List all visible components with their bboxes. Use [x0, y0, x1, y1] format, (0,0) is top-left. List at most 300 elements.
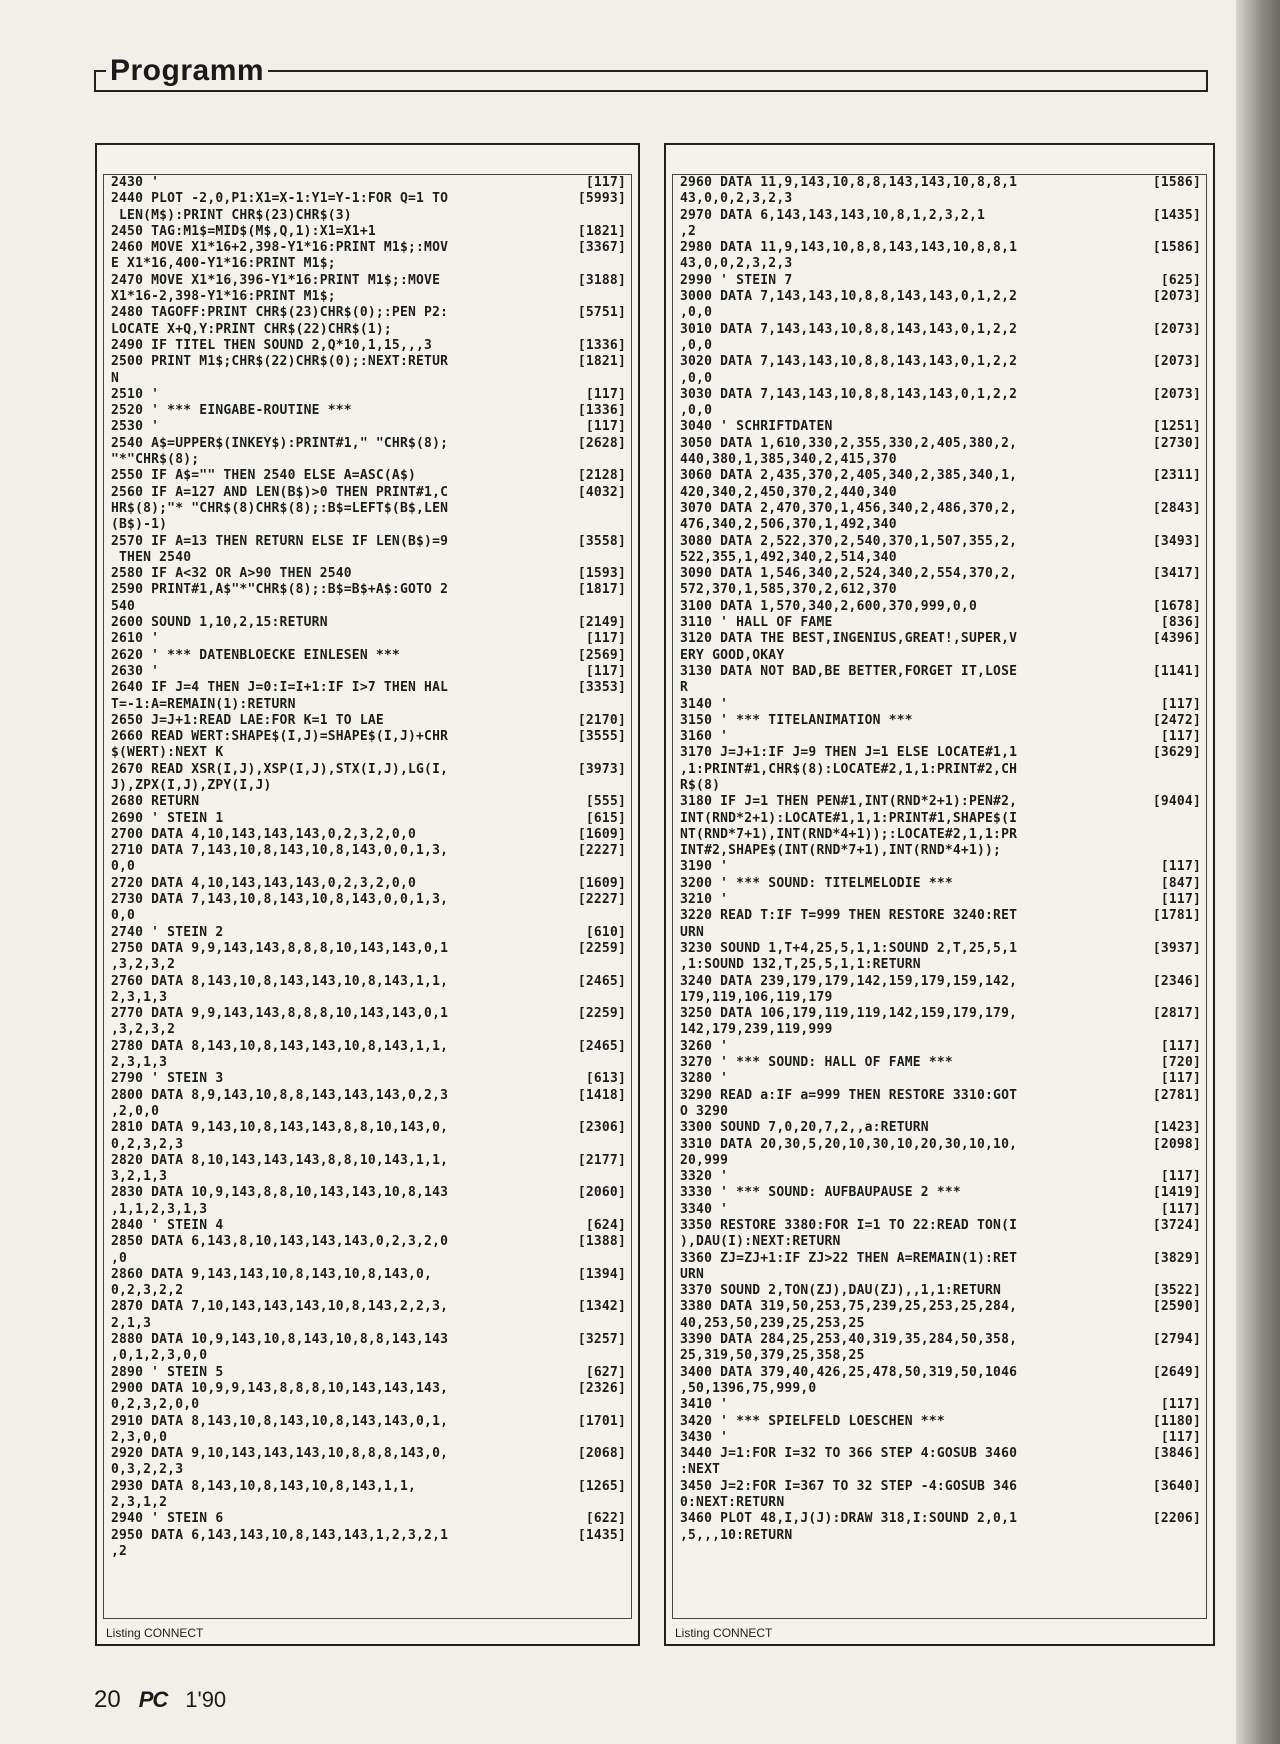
code-text: HR$(8);"* "CHR$(8)CHR$(8);:B$=LEFT$(B$,LEN	[111, 500, 449, 516]
checksum: [3188]	[577, 272, 626, 288]
code-text: 2680 RETURN	[111, 794, 200, 810]
code-line	[111, 631, 630, 647]
checksum: [2259]	[577, 1006, 626, 1022]
checksum: [2843]	[1152, 500, 1201, 516]
code-line	[680, 256, 1205, 272]
code-line	[111, 501, 630, 517]
code-text: 2880 DATA 10,9,143,10,8,143,10,8,8,143,143	[111, 1332, 449, 1348]
code-line	[680, 485, 1205, 501]
code-line	[680, 1039, 1205, 1055]
code-text: 3420 ' *** SPIELFELD LOESCHEN ***	[680, 1413, 945, 1429]
code-line	[111, 1267, 630, 1283]
code-text: 3410 '	[680, 1397, 729, 1413]
code-line	[111, 1104, 630, 1120]
code-text: 2520 ' *** EINGABE-ROUTINE ***	[111, 403, 352, 419]
code-text: ,1,1,2,3,1,3	[111, 1201, 208, 1217]
code-text: 476,340,2,506,370,1,492,340	[680, 517, 897, 533]
checksum: [2098]	[1152, 1136, 1201, 1152]
code-text: 3130 DATA NOT BAD,BE BETTER,FORGET IT,LOSE	[680, 663, 1018, 679]
code-line	[111, 1169, 630, 1185]
code-text: 2630 '	[111, 663, 160, 679]
code-line	[680, 908, 1205, 924]
checksum: [625]	[1160, 272, 1201, 288]
code-text: 2530 '	[111, 419, 160, 435]
code-line	[680, 436, 1205, 452]
code-line	[680, 1071, 1205, 1087]
checksum: [117]	[1160, 1397, 1201, 1413]
code-text: 3150 ' *** TITELANIMATION ***	[680, 712, 913, 728]
code-line	[111, 468, 630, 484]
listing-box-right	[664, 143, 1215, 1646]
code-line	[111, 1544, 630, 1560]
checksum: [1821]	[577, 223, 626, 239]
code-line	[680, 859, 1205, 875]
checksum: [613]	[585, 1071, 626, 1087]
code-line	[680, 648, 1205, 664]
code-text: ,3,2,3,2	[111, 957, 176, 973]
code-line	[680, 1511, 1205, 1527]
code-line	[111, 354, 630, 370]
checksum: [1821]	[577, 354, 626, 370]
code-line	[680, 354, 1205, 370]
code-text: 2560 IF A=127 AND LEN(B$)>0 THEN PRINT#1,C	[111, 484, 449, 500]
code-text: 2750 DATA 9,9,143,143,8,8,8,10,143,143,0,1	[111, 940, 449, 956]
code-text: 142,179,239,119,999	[680, 1022, 833, 1038]
code-text: 3080 DATA 2,522,370,2,540,370,1,507,355,2,	[680, 533, 1018, 549]
checksum: [2465]	[577, 973, 626, 989]
code-line	[680, 925, 1205, 941]
code-text: $(WERT):NEXT K	[111, 745, 224, 761]
code-line	[111, 1430, 630, 1446]
code-line	[680, 1430, 1205, 1446]
checksum: [3353]	[577, 680, 626, 696]
code-line	[111, 1137, 630, 1153]
checksum: [117]	[585, 631, 626, 647]
code-text: 440,380,1,385,340,2,415,370	[680, 452, 897, 468]
code-line	[680, 208, 1205, 224]
checksum: [1251]	[1152, 419, 1201, 435]
code-line	[111, 1218, 630, 1234]
checksum: [1781]	[1152, 908, 1201, 924]
code-line	[680, 1528, 1205, 1544]
code-text: INT#2,SHAPE$(INT(RND*7+1),INT(RND*4+1));	[680, 843, 1002, 859]
checksum: [3555]	[577, 729, 626, 745]
code-line	[680, 990, 1205, 1006]
page-edge-shadow	[1236, 0, 1280, 1744]
code-text: 540	[111, 598, 136, 614]
code-line	[680, 273, 1205, 289]
checksum: [3724]	[1152, 1218, 1201, 1233]
code-line	[680, 1202, 1205, 1218]
code-line	[111, 1446, 630, 1462]
code-text: ,0,0	[680, 403, 713, 419]
code-text: 2550 IF A$="" THEN 2540 ELSE A=ASC(A$)	[111, 468, 417, 484]
checksum: [1609]	[577, 826, 626, 842]
code-text: 2450 TAG:M1$=MID$(M$,Q,1):X1=X1+1	[111, 223, 376, 239]
code-text: 2480 TAGOFF:PRINT CHR$(23)CHR$(0);:PEN P2:	[111, 305, 449, 321]
code-text: ,0,0	[680, 305, 713, 321]
checksum: [836]	[1160, 615, 1201, 631]
code-text: 3090 DATA 1,546,340,2,524,340,2,554,370,2,	[680, 566, 1018, 582]
code-line	[111, 762, 630, 778]
section-title: Programm	[106, 54, 268, 88]
code-text: ,2	[111, 1543, 128, 1559]
code-line	[680, 517, 1205, 533]
code-text: ,3,2,3,2	[111, 1022, 176, 1038]
code-line	[680, 1120, 1205, 1136]
code-text: 2670 READ XSR(I,J),XSP(I,J),STX(I,J),LG(I,	[111, 761, 449, 777]
code-text: 0:NEXT:RETURN	[680, 1495, 785, 1511]
checksum: [117]	[585, 386, 626, 402]
code-line	[680, 322, 1205, 338]
code-line	[111, 957, 630, 973]
code-line	[111, 582, 630, 598]
code-line	[111, 1039, 630, 1055]
code-text: J),ZPX(I,J),ZPY(I,J)	[111, 777, 272, 793]
code-line	[111, 697, 630, 713]
code-text: 0,2,3,2,0,0	[111, 1397, 200, 1413]
code-line	[111, 680, 630, 696]
checksum: [3558]	[577, 533, 626, 549]
checksum: [3417]	[1152, 566, 1201, 582]
code-line	[111, 550, 630, 566]
code-line	[680, 892, 1205, 908]
code-line	[111, 1071, 630, 1087]
code-line	[680, 175, 1205, 191]
code-line	[111, 1120, 630, 1136]
code-line	[680, 1495, 1205, 1511]
code-text: 3250 DATA 106,179,119,119,142,159,179,179,	[680, 1006, 1018, 1022]
code-text: 3230 SOUND 1,T+4,25,5,1,1:SOUND 2,T,25,5,1	[680, 940, 1018, 956]
code-text: 3210 '	[680, 892, 729, 908]
code-line	[680, 697, 1205, 713]
code-text: 3030 DATA 7,143,143,10,8,8,143,143,0,1,2,2	[680, 386, 1018, 402]
checksum: [2569]	[577, 647, 626, 663]
code-text: 2,3,0,0	[111, 1429, 168, 1445]
checksum: [117]	[1160, 729, 1201, 745]
code-text: 2510 '	[111, 386, 160, 402]
code-text: ,0,0	[680, 337, 713, 353]
code-line	[680, 1397, 1205, 1413]
code-text: 43,0,0,2,3,2,3	[680, 191, 793, 207]
code-text: ,0,0	[680, 370, 713, 386]
code-text: ,0	[111, 1250, 128, 1266]
code-line	[680, 468, 1205, 484]
code-text: 3100 DATA 1,570,340,2,600,370,999,0,0	[680, 598, 977, 614]
code-line	[680, 631, 1205, 647]
checksum: [3522]	[1152, 1283, 1201, 1299]
code-text: 3270 ' *** SOUND: HALL OF FAME ***	[680, 1055, 953, 1071]
code-text: 2740 ' STEIN 2	[111, 924, 224, 940]
code-text: 3300 SOUND 7,0,20,7,2,,a:RETURN	[680, 1120, 929, 1136]
checksum: [2628]	[577, 435, 626, 451]
code-text: 3280 '	[680, 1071, 729, 1087]
checksum: [3629]	[1152, 745, 1201, 761]
code-text: 3240 DATA 239,179,179,142,159,179,159,142,	[680, 973, 1018, 989]
code-line	[111, 256, 630, 272]
checksum: [117]	[585, 419, 626, 435]
code-line	[680, 1006, 1205, 1022]
code-text: 3,2,1,3	[111, 1169, 168, 1185]
code-text: ,50,1396,75,999,0	[680, 1380, 817, 1396]
code-line	[111, 224, 630, 240]
code-text: THEN 2540	[111, 549, 192, 565]
code-line	[680, 974, 1205, 990]
checksum: [2730]	[1152, 435, 1201, 451]
code-line	[680, 1365, 1205, 1381]
code-line	[111, 827, 630, 843]
checksum: [2472]	[1152, 712, 1201, 728]
code-text: 2690 ' STEIN 1	[111, 810, 224, 826]
checksum: [1419]	[1152, 1185, 1201, 1201]
code-line	[680, 811, 1205, 827]
code-text: 2930 DATA 8,143,10,8,143,10,8,143,1,1,	[111, 1478, 417, 1494]
checksum: [627]	[585, 1364, 626, 1380]
code-text: 2430 '	[111, 175, 160, 190]
code-line	[680, 240, 1205, 256]
code-line	[680, 778, 1205, 794]
code-line	[680, 387, 1205, 403]
checksum: [2068]	[577, 1446, 626, 1462]
code-line	[680, 1267, 1205, 1283]
issue-label: 1'90	[185, 1687, 227, 1712]
checksum: [2346]	[1152, 973, 1201, 989]
code-text: 2720 DATA 4,10,143,143,143,0,2,3,2,0,0	[111, 875, 417, 891]
checksum: [615]	[585, 810, 626, 826]
checksum: [1817]	[577, 582, 626, 598]
code-line	[680, 745, 1205, 761]
code-line	[111, 387, 630, 403]
code-text: 20,999	[680, 1152, 729, 1168]
checksum: [2206]	[1152, 1511, 1201, 1527]
code-line	[111, 1332, 630, 1348]
checksum: [117]	[585, 663, 626, 679]
code-text: 2890 ' STEIN 5	[111, 1364, 224, 1380]
code-line	[680, 1169, 1205, 1185]
code-text: 2640 IF J=4 THEN J=0:I=I+1:IF I>7 THEN HAL	[111, 680, 449, 696]
checksum: [1609]	[577, 875, 626, 891]
checksum: [2326]	[577, 1380, 626, 1396]
code-text: ,2,0,0	[111, 1103, 160, 1119]
code-line	[111, 1495, 630, 1511]
code-text: ),DAU(I):NEXT:RETURN	[680, 1234, 841, 1250]
code-text: 3350 RESTORE 3380:FOR I=1 TO 22:READ TON(I	[680, 1218, 1018, 1233]
code-line	[680, 224, 1205, 240]
code-text: 2440 PLOT -2,0,P1:X1=X-1:Y1=Y-1:FOR Q=1 TO	[111, 191, 449, 207]
code-text: ,2	[680, 223, 697, 239]
checksum: [2649]	[1152, 1364, 1201, 1380]
code-text: R	[680, 680, 689, 696]
code-line	[680, 1153, 1205, 1169]
code-text: 2610 '	[111, 631, 160, 647]
code-line	[680, 1381, 1205, 1397]
code-text: ,5,,,10:RETURN	[680, 1527, 793, 1543]
code-line	[680, 550, 1205, 566]
code-text: 2810 DATA 9,143,10,8,143,143,8,8,10,143,0,	[111, 1120, 449, 1136]
code-text: 2710 DATA 7,143,10,8,143,10,8,143,0,0,1,3,	[111, 843, 449, 859]
checksum: [847]	[1160, 875, 1201, 891]
code-text: 2460 MOVE X1*16+2,398-Y1*16:PRINT M1$;:MOV	[111, 240, 449, 256]
code-line	[111, 191, 630, 207]
code-text: 3190 '	[680, 859, 729, 875]
code-text: ,1:SOUND 132,T,25,5,1,1:RETURN	[680, 957, 921, 973]
checksum: [1586]	[1152, 175, 1201, 190]
code-listing-left	[111, 175, 630, 1560]
checksum: [3973]	[577, 761, 626, 777]
code-line	[680, 843, 1205, 859]
code-line	[111, 566, 630, 582]
code-line	[680, 1234, 1205, 1250]
code-line	[111, 305, 630, 321]
checksum: [3846]	[1152, 1446, 1201, 1462]
code-line	[111, 843, 630, 859]
code-text: 3290 READ a:IF a=999 THEN RESTORE 3310:GOT	[680, 1087, 1018, 1103]
code-line	[111, 941, 630, 957]
code-text: 2,1,3	[111, 1315, 152, 1331]
code-line	[680, 419, 1205, 435]
checksum: [2128]	[577, 468, 626, 484]
code-line	[680, 876, 1205, 892]
code-line	[111, 1365, 630, 1381]
code-text: O 3290	[680, 1103, 729, 1119]
code-line	[680, 582, 1205, 598]
checksum: [1593]	[577, 566, 626, 582]
code-text: 2590 PRINT#1,A$"*"CHR$(8);:B$=B$+A$:GOTO 2	[111, 582, 449, 598]
code-line	[680, 1479, 1205, 1495]
code-line	[111, 1414, 630, 1430]
checksum: [2817]	[1152, 1006, 1201, 1022]
checksum: [3640]	[1152, 1478, 1201, 1494]
code-text: 0,3,2,2,3	[111, 1462, 184, 1478]
checksum: [2794]	[1152, 1332, 1201, 1348]
checksum: [1435]	[1152, 207, 1201, 223]
code-line	[680, 1283, 1205, 1299]
magazine-logo: PC	[138, 1687, 168, 1712]
code-line	[111, 664, 630, 680]
code-text: 2600 SOUND 1,10,2,15:RETURN	[111, 615, 328, 631]
checksum: [2073]	[1152, 386, 1201, 402]
checksum: [5993]	[577, 191, 626, 207]
code-line	[111, 925, 630, 941]
code-text: 3260 '	[680, 1038, 729, 1054]
code-text: 2650 J=J+1:READ LAE:FOR K=1 TO LAE	[111, 712, 384, 728]
code-line	[111, 1006, 630, 1022]
code-line	[111, 990, 630, 1006]
section-header	[94, 54, 1210, 90]
code-line	[111, 1055, 630, 1071]
checksum: [117]	[1160, 696, 1201, 712]
code-text: 3200 ' *** SOUND: TITELMELODIE ***	[680, 875, 953, 891]
code-line	[111, 208, 630, 224]
page-footer	[94, 1686, 226, 1726]
checksum: [720]	[1160, 1055, 1201, 1071]
code-text: 3170 J=J+1:IF J=9 THEN J=1 ELSE LOCATE#1,1	[680, 745, 1018, 761]
code-text: 2860 DATA 9,143,143,10,8,143,10,8,143,0,	[111, 1266, 433, 1282]
code-line	[111, 1381, 630, 1397]
code-text: E X1*16,400-Y1*16:PRINT M1$;	[111, 256, 336, 272]
code-line	[111, 1153, 630, 1169]
code-line	[680, 501, 1205, 517]
code-text: 2770 DATA 9,9,143,143,8,8,8,10,143,143,0,1	[111, 1006, 449, 1022]
checksum: [5751]	[577, 305, 626, 321]
code-text: 3000 DATA 7,143,143,10,8,8,143,143,0,1,2,2	[680, 289, 1018, 305]
code-line	[111, 1234, 630, 1250]
code-line	[111, 892, 630, 908]
code-line	[680, 729, 1205, 745]
code-line	[680, 191, 1205, 207]
code-text: LOCATE X+Q,Y:PRINT CHR$(22)CHR$(1);	[111, 321, 392, 337]
code-line	[111, 403, 630, 419]
checksum: [3367]	[577, 240, 626, 256]
code-text: N	[111, 370, 120, 386]
code-text: 3180 IF J=1 THEN PEN#1,INT(RND*2+1):PEN#2,	[680, 794, 1018, 810]
code-text: 3460 PLOT 48,I,J(J):DRAW 318,I:SOUND 2,0,1	[680, 1511, 1018, 1527]
checksum: [2259]	[577, 940, 626, 956]
code-line	[111, 452, 630, 468]
code-text: 3380 DATA 319,50,253,75,239,25,253,25,284,	[680, 1299, 1018, 1315]
code-line	[680, 1348, 1205, 1364]
checksum: [117]	[1160, 859, 1201, 875]
code-text: 3070 DATA 2,470,370,1,456,340,2,486,370,2,	[680, 500, 1018, 516]
code-text: 3370 SOUND 2,TON(ZJ),DAU(ZJ),,1,1:RETURN	[680, 1283, 1002, 1299]
code-line	[111, 322, 630, 338]
code-line	[111, 1462, 630, 1478]
code-line	[680, 794, 1205, 810]
code-text: 2800 DATA 8,9,143,10,8,8,143,143,143,0,2,3	[111, 1087, 449, 1103]
code-text: 3010 DATA 7,143,143,10,8,8,143,143,0,1,2,2	[680, 321, 1018, 337]
checksum: [2073]	[1152, 354, 1201, 370]
code-line	[680, 1104, 1205, 1120]
checksum: [4032]	[577, 484, 626, 500]
code-text: 3110 ' HALL OF FAME	[680, 615, 833, 631]
code-line	[111, 648, 630, 664]
checksum: [1388]	[577, 1234, 626, 1250]
code-line	[111, 436, 630, 452]
checksum: [1141]	[1152, 663, 1201, 679]
code-text: 2940 ' STEIN 6	[111, 1511, 224, 1527]
checksum: [610]	[585, 924, 626, 940]
code-text: 2,3,1,3	[111, 989, 168, 1005]
code-text: 2900 DATA 10,9,9,143,8,8,8,10,143,143,143,	[111, 1380, 449, 1396]
code-line	[111, 729, 630, 745]
code-text: 3220 READ T:IF T=999 THEN RESTORE 3240:RET	[680, 908, 1018, 924]
code-text: 420,340,2,450,370,2,440,340	[680, 484, 897, 500]
code-line	[111, 713, 630, 729]
code-text: 3320 '	[680, 1169, 729, 1185]
code-text: ERY GOOD,OKAY	[680, 647, 785, 663]
checksum: [1265]	[577, 1478, 626, 1494]
checksum: [9404]	[1152, 794, 1201, 810]
code-line	[111, 1022, 630, 1038]
code-line	[680, 452, 1205, 468]
code-line	[111, 859, 630, 875]
code-text: 2870 DATA 7,10,143,143,143,10,8,143,2,2,3,	[111, 1299, 449, 1315]
code-line	[111, 1202, 630, 1218]
listing-box-left	[95, 143, 640, 1646]
code-line	[111, 485, 630, 501]
checksum: [2073]	[1152, 289, 1201, 305]
code-line	[111, 876, 630, 892]
code-line	[111, 811, 630, 827]
checksum: [2590]	[1152, 1299, 1201, 1315]
code-text: 2950 DATA 6,143,143,10,8,143,143,1,2,3,2,1	[111, 1527, 449, 1543]
code-text: 2820 DATA 8,10,143,143,143,8,8,10,143,1,1,	[111, 1152, 449, 1168]
checksum: [2073]	[1152, 321, 1201, 337]
code-line	[111, 908, 630, 924]
checksum: [1701]	[577, 1413, 626, 1429]
checksum: [1418]	[577, 1087, 626, 1103]
code-text: 2990 ' STEIN 7	[680, 272, 793, 288]
